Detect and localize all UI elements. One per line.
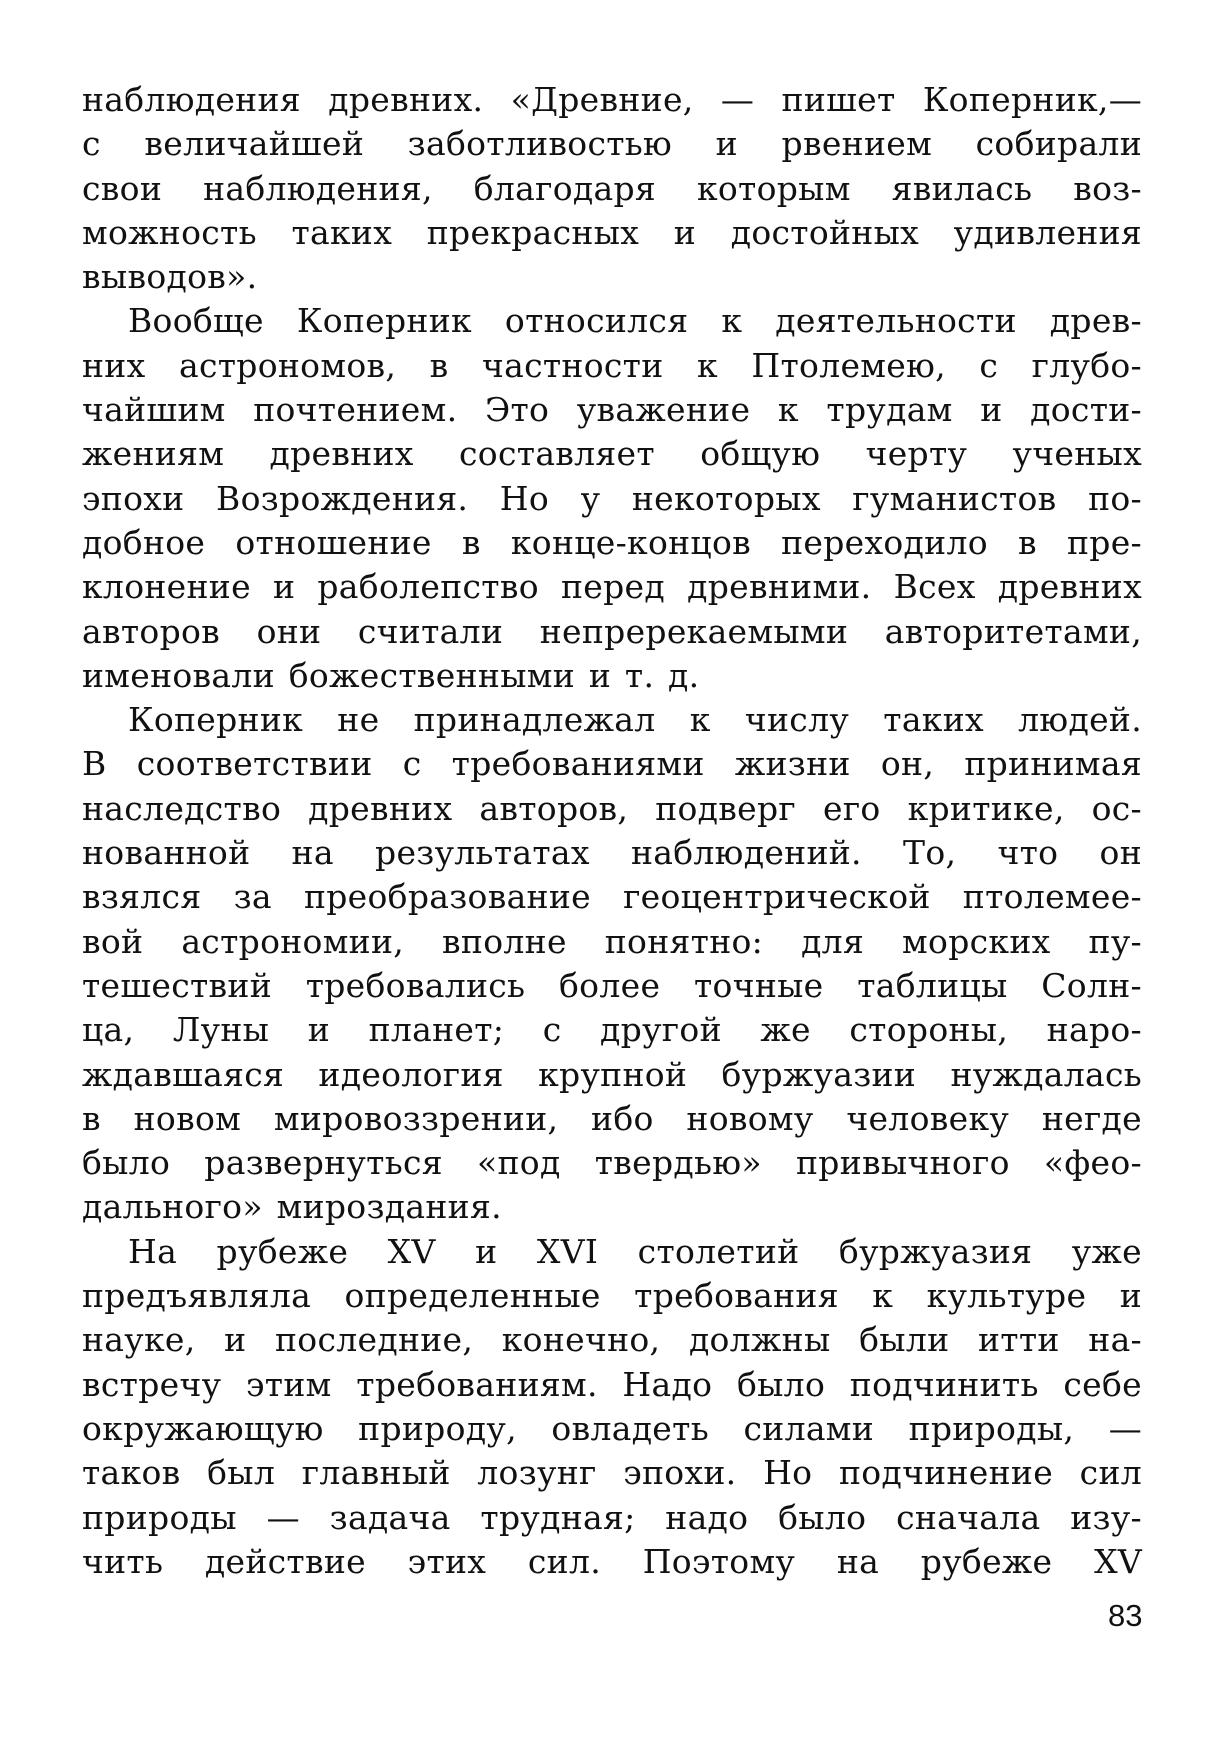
text-line: них астрономов, в частности к Птолемею, с глубо- — [82, 345, 1142, 385]
text-line: можность таких прекрасных и достойных удивления — [82, 212, 1142, 252]
text-line: эпохи Возрождения. Но у некоторых гуманистов по- — [82, 478, 1142, 518]
text-line: ждавшаяся идеология крупной буржуазии нуждалась — [82, 1054, 1142, 1094]
text-line: встречу этим требованиям. Надо было подчинить себе — [82, 1364, 1142, 1404]
text-line: в новом мировоззрении, ибо новому человеку негде — [82, 1098, 1142, 1138]
text-line: Коперник не принадлежал к числу таких людей. — [128, 700, 1142, 740]
paragraph-2 — [82, 299, 1142, 698]
text-line: вой астрономии, вполне понятно: для морских пу- — [82, 921, 1142, 961]
text-line: чить действие этих сил. Поэтому на рубеже XV — [82, 1541, 1142, 1581]
body-text — [82, 78, 1142, 1584]
text-line: Вообще Коперник относился к деятельности древ- — [128, 301, 1142, 341]
text-line: чайшим почтением. Это уважение к трудам и дости- — [82, 390, 1142, 430]
paragraph-4 — [82, 1230, 1142, 1584]
text-line: нованной на результатах наблюдений. То, что он — [82, 833, 1142, 873]
text-line: В соответствии с требованиями жизни он, принимая — [82, 744, 1142, 784]
text-line: наследство древних авторов, подверг его критике, ос- — [82, 788, 1142, 828]
text-line: с величайшей заботливостью и рвением собирали — [82, 124, 1142, 164]
text-line: свои наблюдения, благодаря которым явилась воз- — [82, 168, 1142, 208]
text-line: На рубеже XV и XVI столетий буржуазия уже — [128, 1231, 1142, 1271]
paragraph-1 — [82, 78, 1142, 299]
text-line: предъявляла определенные требования к культуре и — [82, 1276, 1142, 1316]
text-line: жениям древних составляет общую черту ученых — [82, 434, 1142, 474]
page-number: 83 — [1108, 1598, 1143, 1633]
text-line: наблюдения древних. «Древние, — пишет Коперник,— — [82, 80, 1142, 119]
text-line: добное отношение в конце-концов переходило в пре- — [82, 522, 1142, 562]
text-line: ца, Луны и планет; с другой же стороны, наро- — [82, 1010, 1142, 1050]
text-line: выводов». — [82, 257, 258, 297]
text-line: взялся за преобразование геоцентрической птолемее- — [82, 877, 1142, 917]
text-line: дального» мироздания. — [82, 1187, 502, 1227]
paragraph-3 — [82, 698, 1142, 1230]
text-line: авторов они считали непререкаемыми авторитетами, — [82, 611, 1142, 651]
text-line: тешествий требовались более точные таблицы Солн- — [82, 965, 1142, 1005]
text-line: именовали божественными и т. д. — [82, 655, 700, 695]
text-line: клонение и раболепство перед древними. Всех древних — [82, 567, 1142, 607]
text-line: таков был главный лозунг эпохи. Но подчинение сил — [82, 1453, 1142, 1493]
text-line: науке, и последние, конечно, должны были итти на- — [82, 1320, 1142, 1360]
text-line: было развернуться «под твердью» привычного «фео- — [82, 1143, 1142, 1183]
text-line: природы — задача трудная; надо было сначала изу- — [82, 1497, 1142, 1537]
text-line: окружающую природу, овладеть силами природы, — — [82, 1408, 1142, 1448]
